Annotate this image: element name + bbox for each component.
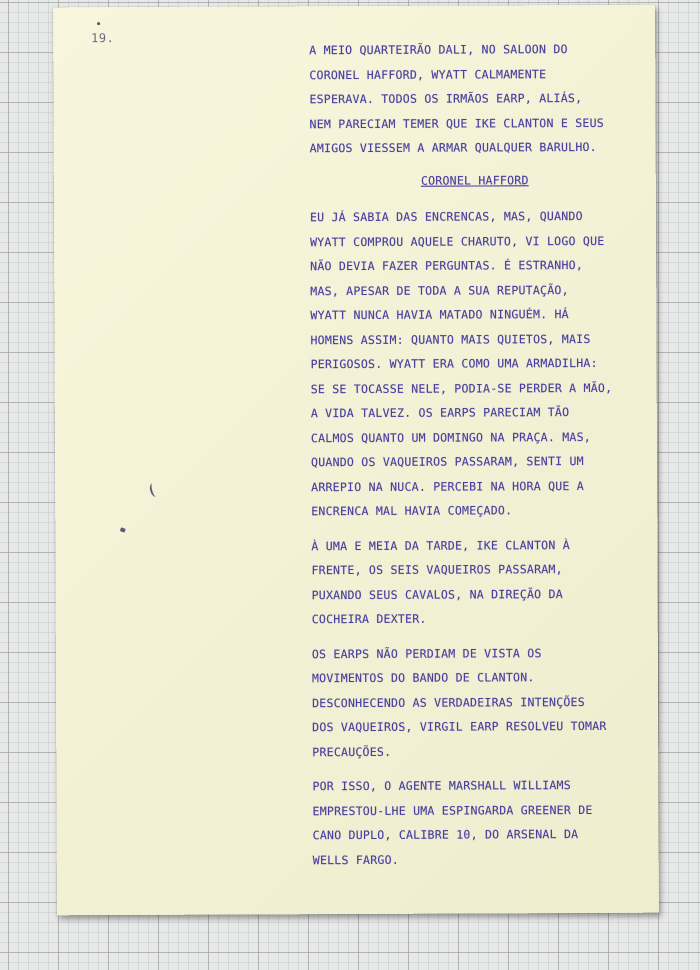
text-line: OS EARPS NÃO PERDIAM DE VISTA OS [311,645,542,661]
paragraph-intro [309,37,630,161]
paragraph-precautions [312,640,633,764]
paragraph-testimony [310,204,631,524]
script-text [309,37,633,872]
text-line: DOS VAQUEIROS, VIRGIL EARP RESOLVEU TOMAR [312,718,607,735]
text-line: WELLS FARGO. [312,852,399,867]
text-line: EMPRESTOU-LHE UMA ESPINGARDA GREENER DE [312,802,593,818]
text-line: ARREPIO NA NUCA. PERCEBI NA HORA QUE A [311,478,584,494]
text-line: CORONEL HAFFORD, WYATT CALMAMENTE [309,66,547,82]
text-line: MOVIMENTOS DO BANDO DE CLANTON. [311,670,535,686]
text-line: POR ISSO, O AGENTE MARSHALL WILLIAMS [312,778,571,794]
typewritten-page [53,5,659,916]
text-line: AMIGOS VIESSEM A ARMAR QUALQUER BARULHO. [309,139,597,156]
text-line: ESPERAVA. TODOS OS IRMÃOS EARP, ALIÁS, [309,91,583,107]
text-line: FRENTE, OS SEIS VAQUEIROS PASSARAM, [311,562,563,578]
text-line: A VIDA TALVEZ. OS EARPS PARECIAM TÃO [310,405,570,421]
text-line: À UMA E MEIA DA TARDE, IKE CLANTON À [311,537,570,553]
text-line: CANO DUPLO, CALIBRE 10, DO ARSENAL DA [312,827,579,843]
text-line: HOMENS ASSIM: QUANTO MAIS QUIETOS, MAIS [310,331,591,347]
text-line: NEM PARECIAM TEMER QUE IKE CLANTON E SEUS [309,115,604,131]
pen-mark [120,527,126,532]
text-line: QUANDO OS VAQUEIROS PASSARAM, SENTI UM [310,454,584,470]
speaker-heading: CORONEL HAFFORD [420,172,529,188]
text-line: WYATT NUNCA HAVIA MATADO NINGUÉM. HÁ [310,307,569,323]
text-line: CALMOS QUANTO UM DOMINGO NA PRAÇA. MAS, [310,429,591,445]
paragraph-shotgun [312,773,632,872]
text-line: SE SE TOCASSE NELE, PODIA-SE PERDER A MÃO, [310,380,613,396]
pen-mark [148,482,159,498]
text-line: MAS, APESAR DE TODA A SUA REPUTAÇÃO, [310,282,569,298]
page-number: 19. [91,31,115,46]
text-line: ENCRENCA MAL HAVIA COMEÇADO. [311,503,513,519]
text-line: PUXANDO SEUS CAVALOS, NA DIREÇÃO DA [311,586,563,602]
paragraph-cowboys-pass [311,532,631,631]
text-line: PERIGOSOS. WYATT ERA COMO UMA ARMADILHA: [310,355,598,372]
text-line: DESCONHECENDO AS VERDADEIRAS INTENÇÕES [312,694,585,710]
text-line: PRECAUÇÕES. [312,744,392,759]
text-line: A MEIO QUARTEIRÃO DALI, NO SALOON DO [309,42,568,58]
text-line: WYATT COMPROU AQUELE CHARUTO, VI LOGO QUE [310,233,605,249]
text-line: NÃO DEVIA FAZER PERGUNTAS. É ESTRANHO, [310,258,584,274]
text-line: EU JÁ SABIA DAS ENCRENCAS, MAS, QUANDO [309,209,583,225]
text-line: COCHEIRA DEXTER. [311,611,427,627]
pin-dot-mark [97,22,100,25]
